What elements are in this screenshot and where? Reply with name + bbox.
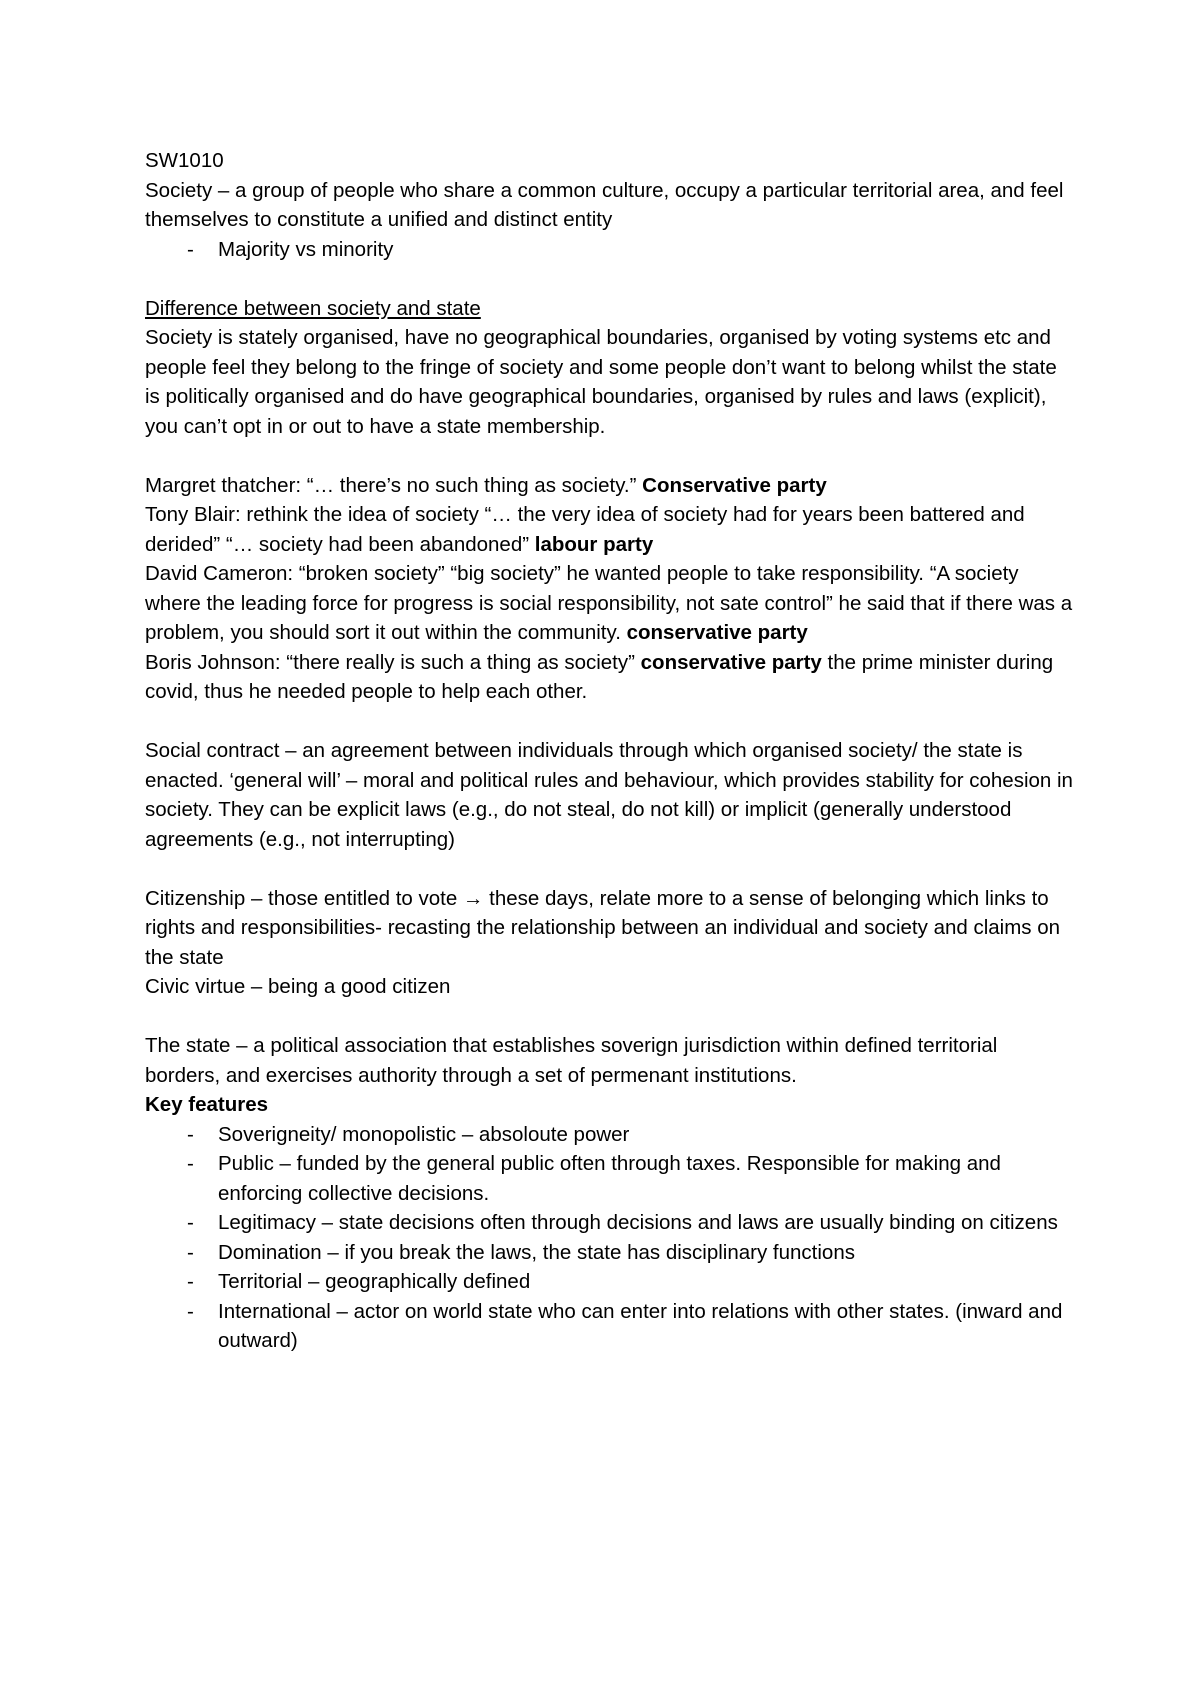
- key-features-list: [145, 1120, 1075, 1356]
- dash-bullet: -: [187, 1122, 194, 1146]
- party-label: conservative party: [640, 650, 822, 674]
- quote-text: Margret thatcher: “… there’s no such thing as society.”: [145, 473, 643, 497]
- spacer: [145, 1002, 1075, 1032]
- list-item: [145, 235, 1075, 265]
- document-body: [145, 146, 1075, 1356]
- society-definition: Society – a group of people who share a common culture, occupy a particular territorial area, and feel themselves to constitute a unified and distinct entity: [145, 178, 1064, 231]
- thatcher-quote: [145, 471, 1075, 501]
- list-item-text: Territorial – geographically defined: [218, 1270, 531, 1293]
- quote-text: Boris Johnson: “there really is such a thing as society”: [145, 650, 641, 674]
- party-label: conservative party: [626, 621, 808, 644]
- list-item: [145, 1120, 1075, 1150]
- state-definition: The state – a political association that establishes soverign jurisdiction within defined territorial borders, and exercises authority through a set of permenant institutions.: [145, 1034, 998, 1087]
- johnson-quote: [145, 648, 1075, 707]
- quote-text: Tony Blair: rethink the idea of society “… the very idea of society had for years been battered and derided” “… society had been abandoned”: [145, 503, 1025, 556]
- civic-virtue-line: Civic virtue – being a good citizen: [145, 975, 451, 998]
- key-features-heading: Key features: [145, 1093, 269, 1116]
- quote-tail: the prime minister during covid, thus he needed people to help each other.: [145, 650, 1054, 703]
- dash-bullet: -: [187, 1299, 194, 1323]
- citizenship-text-b: these days, relate more to a sense of belonging which links to rights and responsibilities- recasting the relationship between an individual and society and claims on the state: [145, 886, 1061, 969]
- list-item: [145, 1149, 1075, 1208]
- dash-bullet: -: [187, 237, 194, 261]
- list-item-text: Domination – if you break the laws, the state has disciplinary functions: [218, 1240, 855, 1264]
- dash-bullet: -: [187, 1211, 194, 1234]
- citizenship-text-a: Citizenship – those entitled to vote: [145, 886, 463, 910]
- dash-bullet: -: [187, 1270, 194, 1293]
- quote-text: David Cameron: “broken society” “big society” he wanted people to take responsibility. “A society where the leading force for progress is social responsibility, not sate control” he said that if there was a problem, you should sort it out within the community.: [145, 562, 1073, 644]
- social-contract-paragraph: Social contract – an agreement between individuals through which organised society/ the state is enacted. ‘general will’ – moral and political rules and behaviour, which provides stability for cohesion in society. They can be explicit laws (e.g., do not steal, do not kill) or implicit (generally understood agreements (e.g., not interrupting): [145, 739, 1073, 851]
- spacer: [145, 264, 1075, 294]
- dash-bullet: -: [187, 1240, 194, 1264]
- party-label: Conservative party: [642, 473, 827, 497]
- cameron-quote: [145, 559, 1075, 648]
- list-item: [145, 1267, 1075, 1297]
- list-item: [145, 1238, 1075, 1268]
- course-code: SW1010: [145, 149, 224, 172]
- list-item: [145, 1208, 1075, 1238]
- spacer: [145, 854, 1075, 884]
- list-item: [145, 1297, 1075, 1356]
- list-item-text: Public – funded by the general public often through taxes. Responsible for making and enforcing collective decisions.: [218, 1152, 1001, 1205]
- difference-heading: Difference between society and state: [145, 296, 481, 320]
- list-item-text: International – actor on world state who can enter into relations with other states. (inward and outward): [218, 1299, 1063, 1352]
- spacer: [145, 441, 1075, 471]
- dash-bullet: -: [187, 1152, 194, 1175]
- society-bullet-list: [145, 235, 1075, 265]
- citizenship-paragraph: [145, 884, 1075, 973]
- list-item-text: Majority vs minority: [218, 237, 394, 261]
- spacer: [145, 707, 1075, 737]
- list-item-text: Soverigneity/ monopolistic – absoloute power: [218, 1122, 630, 1146]
- blair-quote: [145, 500, 1075, 559]
- difference-paragraph: Society is stately organised, have no geographical boundaries, organised by voting systems etc and people feel they belong to the fringe of society and some people don’t want to belong whilst the state is politically organised and do have geographical boundaries, organised by rules and laws (explicit), you can’t opt in or out to have a state membership.: [145, 326, 1057, 438]
- list-item-text: Legitimacy – state decisions often through decisions and laws are usually binding on citizens: [218, 1211, 1058, 1234]
- party-label: labour party: [534, 532, 654, 556]
- right-arrow-icon: →: [462, 886, 484, 910]
